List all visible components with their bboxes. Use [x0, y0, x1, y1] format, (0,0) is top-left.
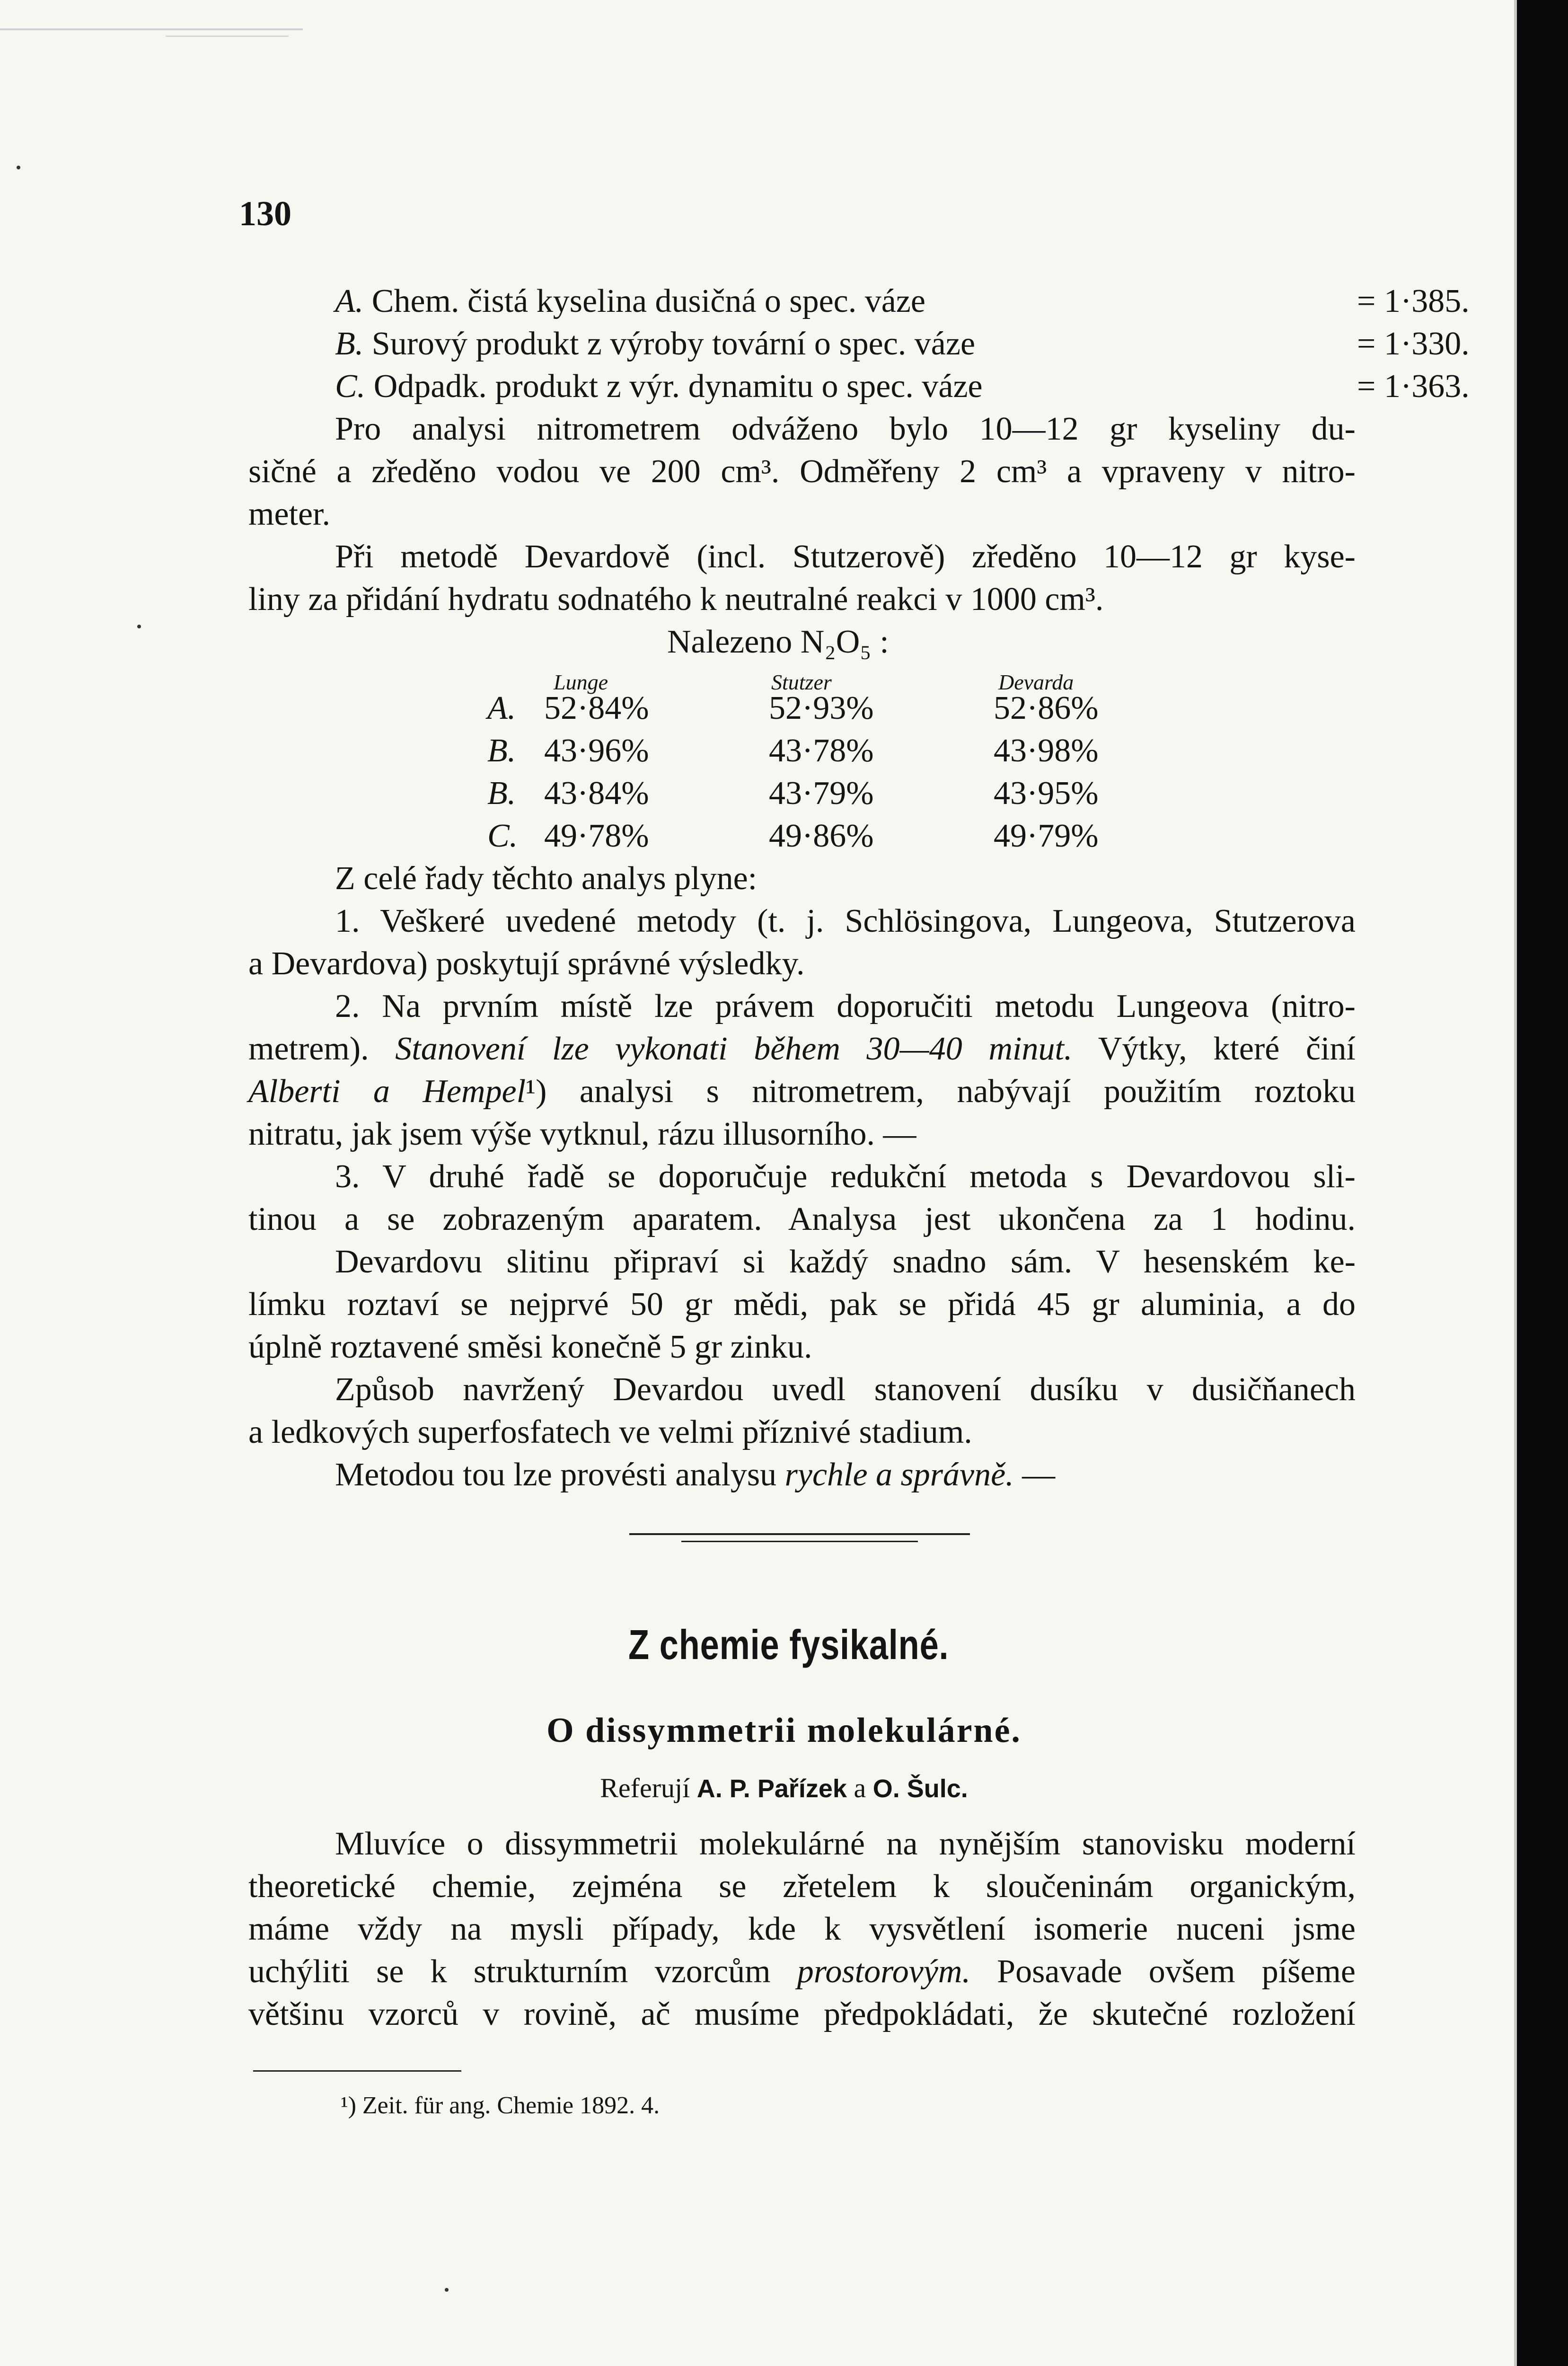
paragraph-line: Při metodě Devardově (incl. Stutzerově) zředěno 10—12 gr kyse-	[335, 539, 1356, 575]
table-cell: 43·78%	[769, 733, 874, 769]
paragraph-line: Z celé řady těchto analys plyne:	[335, 860, 758, 897]
paragraph-line: nitratu, jak jsem výše vytknul, rázu illusorního. —	[248, 1116, 916, 1152]
row-label: B.	[487, 733, 516, 769]
paragraph-line: a ledkových superfosfatech ve velmi příznivé stadium.	[248, 1414, 972, 1450]
article-title: O dissymmetrii molekulárné.	[546, 1711, 1022, 1750]
scan-speck	[445, 2288, 449, 2292]
table-cell: 43·95%	[994, 775, 1099, 812]
paragraph-line: sičné a zředěno vodou ve 200 cm³. Odměřeny 2 cm³ a vpraveny v nitro-	[248, 453, 1356, 490]
row-label: B.	[487, 775, 516, 812]
table-caption: Nalezeno N₂O₅ :	[667, 624, 889, 660]
paragraph-line: tinou a se zobrazeným aparatem. Analysa jest ukončena za 1 hodinu.	[248, 1201, 1356, 1237]
paragraph-line: Způsob navržený Devardou uvedl stanovení dusíku v dusičňanech	[335, 1371, 1356, 1408]
scan-edge-mark	[0, 28, 303, 30]
footnote-rule	[253, 2070, 461, 2072]
paragraph-line: Devardovu slitinu připraví si každý snadno sám. V hesenském ke-	[335, 1244, 1356, 1280]
table-cell: 49·79%	[994, 818, 1099, 854]
page-number: 130	[239, 194, 291, 233]
paragraph-line: 2. Na prvním místě lze právem doporučiti metodu Lungeova (nitro-	[335, 988, 1356, 1024]
paragraph-line: většinu vzorců v rovině, ač musíme předpokládati, že skutečné rozložení	[248, 1996, 1356, 2032]
paragraph-line: a Devardova) poskytují správné výsledky.	[248, 945, 805, 982]
footnote-marker: ¹)	[526, 1073, 547, 1110]
paragraph-line: theoretické chemie, zejména se zřetelem k sloučeninám organickým,	[248, 1868, 1356, 1905]
column-header: Lunge	[554, 670, 608, 694]
paragraph-line: Metodou tou lze provésti analysu rychle a správně. —	[335, 1457, 1056, 1493]
table-cell: 52·86%	[994, 690, 1099, 726]
column-header: Stutzer	[771, 670, 832, 694]
scan-edge-mark	[166, 35, 289, 37]
table-cell: 49·86%	[769, 818, 874, 854]
section-title: Z chemie fysikalné.	[628, 1621, 949, 1668]
table-cell: 43·84%	[544, 775, 649, 812]
paragraph-line: 3. V druhé řadě se doporučuje redukční metoda s Devardovou sli-	[335, 1158, 1356, 1195]
paragraph-line: Mluvíce o dissymmetrii molekulárné na nynějším stanovisku moderní	[335, 1826, 1356, 1862]
sample-line: C. Odpadk. produkt z výr. dynamitu o spec. váze = 1·363.	[335, 368, 1470, 405]
footnote: ¹) Zeit. für ang. Chemie 1892. 4.	[341, 2092, 660, 2119]
scan-speck	[17, 166, 20, 169]
table-cell: 52·84%	[544, 690, 649, 726]
row-label: A.	[487, 690, 516, 726]
paragraph-line: Alberti a Hempel¹) analysi s nitrometrem, nabývají použitím roztoku	[248, 1073, 1356, 1110]
scan-speck	[137, 625, 141, 628]
table-cell: 49·78%	[544, 818, 649, 854]
paragraph-line: úplně roztavené směsi konečně 5 gr zinku.	[248, 1329, 812, 1365]
paragraph-line: 1. Veškeré uvedené metody (t. j. Schlösingova, Lungeova, Stutzerova	[335, 903, 1356, 939]
sample-line: A. Chem. čistá kyselina dusičná o spec. váze = 1·385.	[335, 283, 1470, 319]
sample-line: B. Surový produkt z výroby tovární o spec. váze = 1·330.	[335, 326, 1470, 362]
column-header: Devarda	[998, 670, 1074, 694]
paragraph-line: límku roztaví se nejprvé 50 gr mědi, pak se přidá 45 gr aluminia, a do	[248, 1286, 1356, 1323]
paragraph-line: liny za přidání hydratu sodnatého k neutralné reakci v 1000 cm³.	[248, 581, 1104, 618]
table-cell: 43·96%	[544, 733, 649, 769]
article-authors: Referují A. P. Pařízek a O. Šulc.	[600, 1773, 968, 1803]
paragraph-line: Pro analysi nitrometrem odváženo bylo 10—12 gr kyseliny du-	[335, 411, 1356, 447]
table-cell: 43·98%	[994, 733, 1099, 769]
paragraph-line: máme vždy na mysli případy, kde k vysvětlení isomerie nuceni jsme	[248, 1911, 1356, 1947]
table-cell: 52·93%	[769, 690, 874, 726]
paragraph-line: meter.	[248, 496, 330, 532]
section-divider	[681, 1541, 918, 1542]
paragraph-line: uchýliti se k strukturním vzorcům prostorovým. Posavade ovšem píšeme	[248, 1953, 1356, 1990]
paragraph-line: metrem). Stanovení lze vykonati během 30—40 minut. Výtky, které činí	[248, 1031, 1356, 1067]
section-divider	[629, 1533, 970, 1535]
row-label: C.	[487, 818, 518, 854]
table-cell: 43·79%	[769, 775, 874, 812]
